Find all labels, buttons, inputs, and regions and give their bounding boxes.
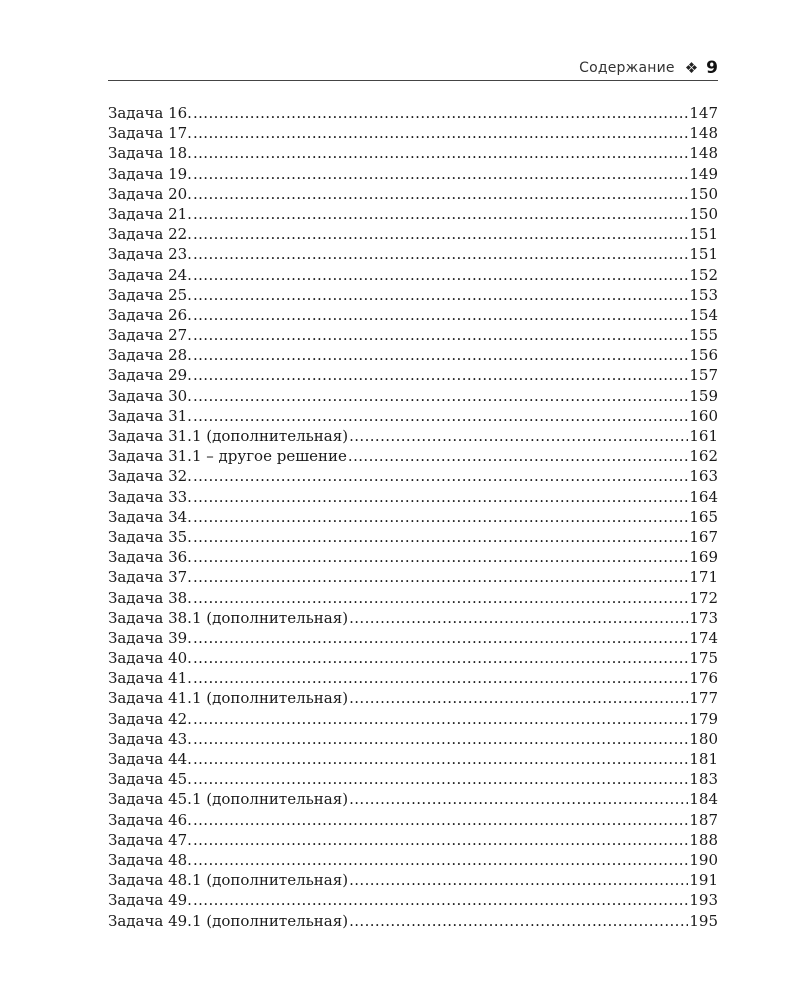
toc-dot-leader: [348, 446, 688, 466]
toc-entry[interactable]: [108, 749, 718, 769]
toc-entry[interactable]: [108, 386, 718, 406]
toc-entry[interactable]: [108, 184, 718, 204]
toc-entry-page: 148: [689, 144, 718, 163]
toc-dot-leader: [193, 345, 688, 365]
toc-entry-page: 169: [689, 548, 718, 567]
toc-entry[interactable]: [108, 466, 718, 486]
toc-entry-title: Задача 32.: [108, 467, 192, 486]
toc-entry-title: Задача 38.: [108, 588, 192, 607]
toc-entry-title: Задача 24.: [108, 265, 192, 284]
toc-entry-title: Задача 22.: [108, 225, 192, 244]
toc-dot-leader: [193, 668, 688, 688]
toc-entry[interactable]: [108, 588, 718, 608]
toc-entry[interactable]: [108, 305, 718, 325]
toc-dot-leader: [193, 890, 688, 910]
toc-entry[interactable]: [108, 890, 718, 910]
toc-entry-title: Задача 18.: [108, 144, 192, 163]
toc-entry[interactable]: [108, 567, 718, 587]
toc-entry[interactable]: [108, 709, 718, 729]
toc-dot-leader: [193, 567, 688, 587]
toc-entry-title: Задача 37.: [108, 568, 192, 587]
toc-entry-title: Задача 39.: [108, 628, 192, 647]
toc-entry-title: Задача 17.: [108, 124, 192, 143]
toc-dot-leader: [193, 204, 688, 224]
toc-entry[interactable]: [108, 628, 718, 648]
toc-entry-page: 188: [689, 830, 718, 849]
toc-entry-page: 177: [689, 689, 718, 708]
toc-entry-title: Задача 27.: [108, 326, 192, 345]
toc-entry[interactable]: [108, 507, 718, 527]
toc-entry-page: 183: [689, 770, 718, 789]
toc-entry[interactable]: [108, 123, 718, 143]
toc-entry-page: 147: [689, 104, 718, 122]
toc-entry-page: 173: [689, 608, 718, 627]
toc-entry[interactable]: [108, 143, 718, 163]
toc-entry-page: 174: [689, 628, 718, 647]
toc-dot-leader: [193, 325, 688, 345]
toc-entry[interactable]: [108, 285, 718, 305]
toc-dot-leader: [193, 406, 688, 426]
toc-entry-title: Задача 49.1 (дополнительная): [108, 911, 349, 930]
toc-entry-title: Задача 19.: [108, 164, 192, 183]
header-divider: [108, 80, 718, 81]
toc-dot-leader: [349, 911, 688, 931]
toc-dot-leader: [193, 224, 688, 244]
toc-entry-title: Задача 38.1 (дополнительная): [108, 608, 349, 627]
toc-entry-page: 149: [689, 164, 718, 183]
toc-entry[interactable]: [108, 345, 718, 365]
toc-entry-title: Задача 45.: [108, 770, 192, 789]
toc-entry-page: 163: [689, 467, 718, 486]
toc-entry[interactable]: [108, 688, 718, 708]
toc-entry[interactable]: [108, 426, 718, 446]
header-section-title: Содержание: [579, 60, 675, 76]
toc-entry[interactable]: [108, 103, 718, 123]
toc-entry-page: 155: [689, 326, 718, 345]
toc-dot-leader: [193, 507, 688, 527]
toc-entry[interactable]: [108, 668, 718, 688]
toc-entry-page: 172: [689, 588, 718, 607]
toc-entry-page: 179: [689, 709, 718, 728]
header-page-number: 9: [706, 58, 718, 78]
toc-entry-title: Задача 33.: [108, 487, 192, 506]
toc-entry[interactable]: [108, 830, 718, 850]
toc-dot-leader: [193, 487, 688, 507]
toc-entry-title: Задача 16.: [108, 104, 192, 122]
toc-entry-title: Задача 30.: [108, 386, 192, 405]
toc-dot-leader: [193, 709, 688, 729]
toc-entry-page: 150: [689, 184, 718, 203]
toc-entry-title: Задача 41.1 (дополнительная): [108, 689, 349, 708]
toc-dot-leader: [193, 143, 688, 163]
toc-dot-leader: [193, 184, 688, 204]
toc-entry[interactable]: [108, 769, 718, 789]
toc-dot-leader: [349, 426, 688, 446]
toc-entry-page: 176: [689, 669, 718, 688]
toc-entry[interactable]: [108, 265, 718, 285]
toc-entry-title: Задача 21.: [108, 204, 192, 223]
toc-entry-title: Задача 20.: [108, 184, 192, 203]
toc-entry-page: 151: [689, 245, 718, 264]
toc-entry[interactable]: [108, 789, 718, 809]
toc-entry-page: 159: [689, 386, 718, 405]
toc-dot-leader: [193, 588, 688, 608]
toc-entry-page: 153: [689, 285, 718, 304]
toc-entry-title: Задача 46.: [108, 810, 192, 829]
toc-entry-title: Задача 48.: [108, 850, 192, 869]
toc-dot-leader: [193, 850, 688, 870]
toc-entry-title: Задача 43.: [108, 729, 192, 748]
toc-entry[interactable]: [108, 850, 718, 870]
toc-entry[interactable]: [108, 446, 718, 466]
toc-dot-leader: [193, 365, 688, 385]
toc-entry[interactable]: [108, 204, 718, 224]
toc-entry[interactable]: [108, 810, 718, 830]
toc-entry-page: 187: [689, 810, 718, 829]
toc-dot-leader: [193, 103, 688, 123]
toc-entry[interactable]: [108, 164, 718, 184]
toc-entry-title: Задача 35.: [108, 527, 192, 546]
ornament-icon: ❖: [684, 59, 699, 77]
toc-entry-page: 164: [689, 487, 718, 506]
toc-dot-leader: [349, 789, 688, 809]
toc-entry-page: 148: [689, 124, 718, 143]
toc-entry-page: 171: [689, 568, 718, 587]
toc-dot-leader: [193, 123, 688, 143]
toc-entry-page: 184: [689, 790, 718, 809]
toc-entry-page: 191: [689, 871, 718, 890]
toc-entry-page: 160: [689, 406, 718, 425]
toc-entry[interactable]: [108, 224, 718, 244]
toc-entry-page: 156: [689, 346, 718, 365]
toc-dot-leader: [193, 810, 688, 830]
toc-entry-page: 161: [689, 427, 718, 445]
toc-dot-leader: [193, 648, 688, 668]
toc-entry[interactable]: [108, 729, 718, 749]
toc-entry-title: Задача 29.: [108, 366, 192, 385]
toc-entry-title: Задача 25.: [108, 285, 192, 304]
toc-entry-title: Задача 44.: [108, 750, 192, 768]
toc-entry-title: Задача 48.1 (дополнительная): [108, 871, 349, 890]
toc-dot-leader: [193, 729, 688, 749]
toc-entry[interactable]: [108, 244, 718, 264]
table-of-contents: [108, 103, 718, 931]
toc-entry[interactable]: [108, 608, 718, 628]
toc-dot-leader: [193, 769, 688, 789]
toc-dot-leader: [193, 386, 688, 406]
toc-entry-title: Задача 31.1 (дополнительная): [108, 427, 349, 445]
toc-entry-title: Задача 40.: [108, 649, 192, 668]
toc-dot-leader: [193, 265, 688, 285]
toc-dot-leader: [193, 164, 688, 184]
running-header: [108, 54, 718, 82]
toc-entry-title: Задача 45.1 (дополнительная): [108, 790, 349, 809]
toc-entry[interactable]: [108, 911, 718, 931]
toc-entry-title: Задача 47.: [108, 830, 192, 849]
toc-entry-title: Задача 28.: [108, 346, 192, 365]
toc-entry[interactable]: [108, 365, 718, 385]
toc-entry-page: 152: [689, 265, 718, 284]
document-page: [108, 0, 718, 1000]
toc-dot-leader: [193, 830, 688, 850]
toc-entry[interactable]: [108, 325, 718, 345]
toc-entry-title: Задача 42.: [108, 709, 192, 728]
toc-entry[interactable]: [108, 406, 718, 426]
toc-dot-leader: [349, 870, 688, 890]
toc-dot-leader: [349, 688, 688, 708]
toc-entry-page: 154: [689, 305, 718, 324]
toc-dot-leader: [193, 749, 688, 769]
toc-entry-page: 162: [689, 447, 718, 466]
toc-entry[interactable]: [108, 870, 718, 890]
toc-dot-leader: [193, 305, 688, 325]
toc-dot-leader: [193, 285, 688, 305]
toc-entry-page: 195: [689, 911, 718, 930]
toc-entry-page: 157: [689, 366, 718, 385]
toc-entry-title: Задача 31.1 – другое решение: [108, 447, 347, 466]
toc-entry-page: 151: [689, 225, 718, 244]
toc-entry-page: 193: [689, 891, 718, 910]
toc-entry-page: 190: [689, 850, 718, 869]
toc-entry-page: 175: [689, 649, 718, 668]
toc-entry[interactable]: [108, 527, 718, 547]
toc-entry-page: 181: [689, 750, 718, 768]
toc-entry[interactable]: [108, 487, 718, 507]
toc-entry-title: Задача 36.: [108, 548, 192, 567]
toc-dot-leader: [349, 608, 688, 628]
toc-dot-leader: [193, 628, 688, 648]
toc-dot-leader: [193, 547, 688, 567]
toc-entry-title: Задача 49.: [108, 891, 192, 910]
toc-entry-page: 167: [689, 527, 718, 546]
toc-dot-leader: [193, 527, 688, 547]
toc-entry-title: Задача 26.: [108, 305, 192, 324]
toc-entry[interactable]: [108, 547, 718, 567]
toc-dot-leader: [193, 244, 688, 264]
toc-dot-leader: [193, 466, 688, 486]
toc-entry-page: 150: [689, 204, 718, 223]
toc-entry-page: 165: [689, 507, 718, 526]
toc-entry-title: Задача 41.: [108, 669, 192, 688]
toc-entry-title: Задача 31.: [108, 406, 192, 425]
toc-entry[interactable]: [108, 648, 718, 668]
toc-entry-page: 180: [689, 729, 718, 748]
toc-entry-title: Задача 34.: [108, 507, 192, 526]
toc-entry-title: Задача 23.: [108, 245, 192, 264]
